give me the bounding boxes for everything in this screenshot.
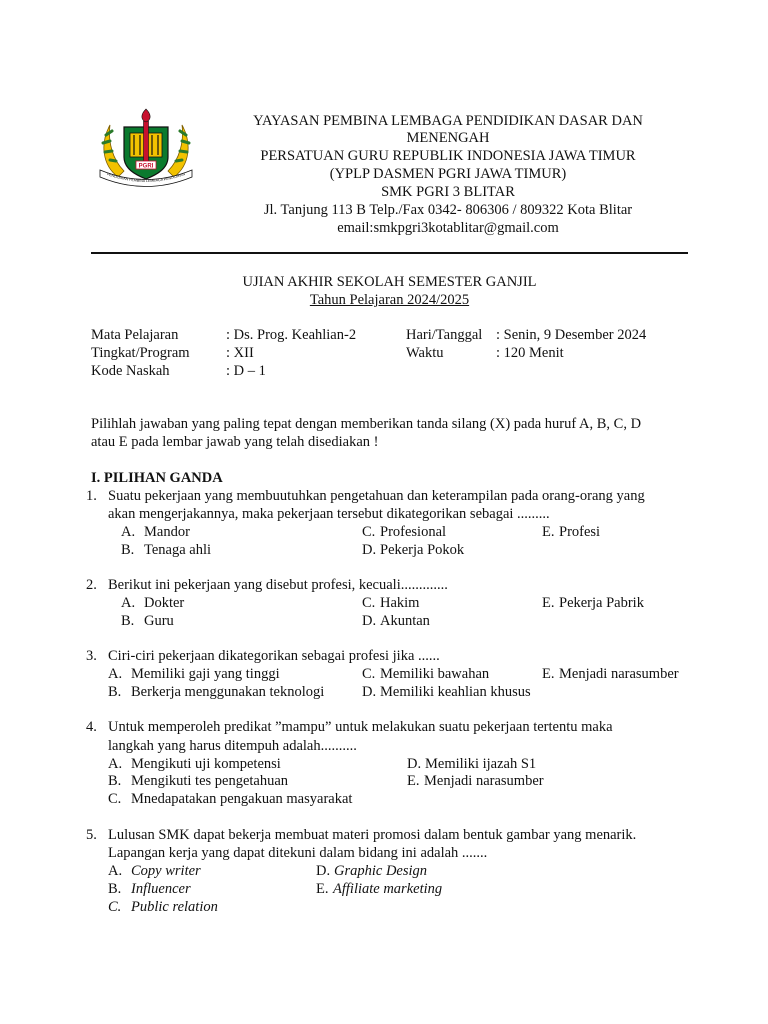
question-text: Ciri-ciri pekerjaan dikategorikan sebagai profesi jika ......	[108, 648, 440, 664]
option-text: Public relation	[131, 899, 218, 915]
header-line-2: MENENGAH	[406, 130, 490, 146]
mapel-value: : Ds. Prog. Keahlian-2	[226, 327, 357, 343]
option-label: D.	[362, 542, 377, 558]
option-text: Menjadi narasumber	[424, 773, 544, 789]
option-label: D.	[362, 613, 377, 629]
option-text: Memiliki gaji yang tinggi	[131, 666, 280, 682]
option-text: Profesi	[559, 524, 601, 540]
mapel-label: Mata Pelajaran	[91, 327, 179, 343]
option-label: D.	[362, 684, 377, 700]
header-divider	[91, 252, 688, 254]
waktu-value: : 120 Menit	[496, 345, 564, 361]
option-text: Tenaga ahli	[144, 542, 212, 558]
option-label: C.	[362, 524, 376, 540]
option-text: Copy writer	[131, 863, 201, 879]
option-label: C.	[108, 899, 122, 915]
hari-label: Hari/Tanggal	[406, 327, 483, 343]
option-label: A.	[121, 595, 136, 611]
option-text: Guru	[144, 613, 174, 629]
option-text: Graphic Design	[334, 863, 428, 879]
option-label: B.	[121, 542, 135, 558]
question-text: Berikut ini pekerjaan yang disebut profesi, kecuali.............	[108, 577, 448, 593]
option-text: Mengikuti tes pengetahuan	[131, 773, 289, 789]
option-text: Pekerja Pokok	[380, 542, 465, 558]
option-text: Profesional	[380, 524, 447, 540]
question-text: langkah yang harus ditempuh adalah..........	[108, 738, 357, 754]
option-label: B.	[108, 773, 122, 789]
exam-year: Tahun Pelajaran 2024/2025	[309, 292, 470, 308]
option-label: A.	[108, 863, 123, 879]
option-label: A.	[108, 756, 123, 772]
question-text: Suatu pekerjaan yang membuutuhkan pengetahuan dan keterampilan pada orang-orang yang	[108, 488, 645, 504]
header-line-1: YAYASAN PEMBINA LEMBAGA PENDIDIKAN DASAR DAN	[253, 113, 643, 129]
option-text: Hakim	[380, 595, 420, 611]
question-number: 4.	[86, 719, 97, 735]
logo-ribbon-text: PENDIDIKAN PEMBINA LEMBAGA PENDIDIKAN	[106, 171, 186, 184]
option-label: B.	[108, 881, 122, 897]
option-label: E.	[542, 666, 555, 682]
option-text: Dokter	[144, 595, 185, 611]
option-text: Memiliki bawahan	[380, 666, 490, 682]
option-text: Menjadi narasumber	[559, 666, 679, 682]
option-text: Berkerja menggunakan teknologi	[131, 684, 325, 700]
exam-title: UJIAN AKHIR SEKOLAH SEMESTER GANJIL	[242, 274, 537, 290]
question-number: 5.	[86, 827, 97, 843]
question-text: Untuk memperoleh predikat ”mampu” untuk melakukan suatu pekerjaan tertentu maka	[108, 719, 613, 735]
question-text: akan mengerjakannya, maka pekerjaan tersebut dikategorikan sebagai .........	[108, 506, 550, 522]
option-text: Mengikuti uji kompetensi	[131, 756, 281, 772]
kode-value: : D – 1	[226, 363, 266, 379]
header-line-3: PERSATUAN GURU REPUBLIK INDONESIA JAWA TIMUR	[260, 148, 636, 164]
option-label: A.	[108, 666, 123, 682]
question-number: 3.	[86, 648, 97, 664]
option-label: E.	[542, 524, 555, 540]
question-number: 2.	[86, 577, 97, 593]
option-text: Mnedapatakan pengakuan masyarakat	[131, 791, 353, 807]
option-label: B.	[108, 684, 122, 700]
question-text: Lapangan kerja yang dapat ditekuni dalam bidang ini adalah .......	[108, 845, 488, 861]
instruction-line-1: Pilihlah jawaban yang paling tepat dengan memberikan tanda silang (X) pada huruf A, B, C, D	[91, 416, 642, 432]
waktu-label: Waktu	[406, 345, 444, 361]
option-text: Memiliki ijazah S1	[425, 756, 537, 772]
option-label: B.	[121, 613, 135, 629]
option-text: Mandor	[144, 524, 190, 540]
option-label: A.	[121, 524, 136, 540]
hari-value: : Senin, 9 Desember 2024	[496, 327, 647, 343]
option-label: E.	[542, 595, 555, 611]
option-label: C.	[108, 791, 122, 807]
option-label: C.	[362, 595, 376, 611]
kode-label: Kode Naskah	[91, 363, 170, 379]
header-line-5: SMK PGRI 3 BLITAR	[381, 184, 515, 200]
section-title: I. PILIHAN GANDA	[91, 470, 223, 486]
header-line-6: Jl. Tanjung 113 B Telp./Fax 0342- 806306 / 809322 Kota Blitar	[263, 202, 633, 218]
option-label: E.	[407, 773, 420, 789]
option-text: Memiliki keahlian khusus	[380, 684, 531, 700]
exam-year-wrap	[91, 291, 688, 309]
option-text: Affiliate marketing	[333, 881, 443, 897]
tingkat-value: : XII	[226, 345, 254, 361]
logo-text: PGRI	[138, 163, 154, 170]
option-label: D.	[316, 863, 331, 879]
option-label: D.	[407, 756, 422, 772]
instruction-line-2: atau E pada lembar jawab yang telah disediakan !	[91, 434, 379, 450]
question-number: 1.	[86, 488, 97, 504]
pgri-logo	[96, 107, 196, 189]
option-text: Akuntan	[380, 613, 430, 629]
tingkat-label: Tingkat/Program	[91, 345, 190, 361]
option-text: Influencer	[131, 881, 191, 897]
option-label: C.	[362, 666, 376, 682]
option-text: Pekerja Pabrik	[559, 595, 644, 611]
option-label: E.	[316, 881, 329, 897]
header-line-4: (YPLP DASMEN PGRI JAWA TIMUR)	[329, 166, 567, 182]
question-text: Lulusan SMK dapat bekerja membuat materi promosi dalam bentuk gambar yang menarik.	[108, 827, 637, 843]
header-email: email:smkpgri3kotablitar@gmail.com	[337, 220, 559, 236]
